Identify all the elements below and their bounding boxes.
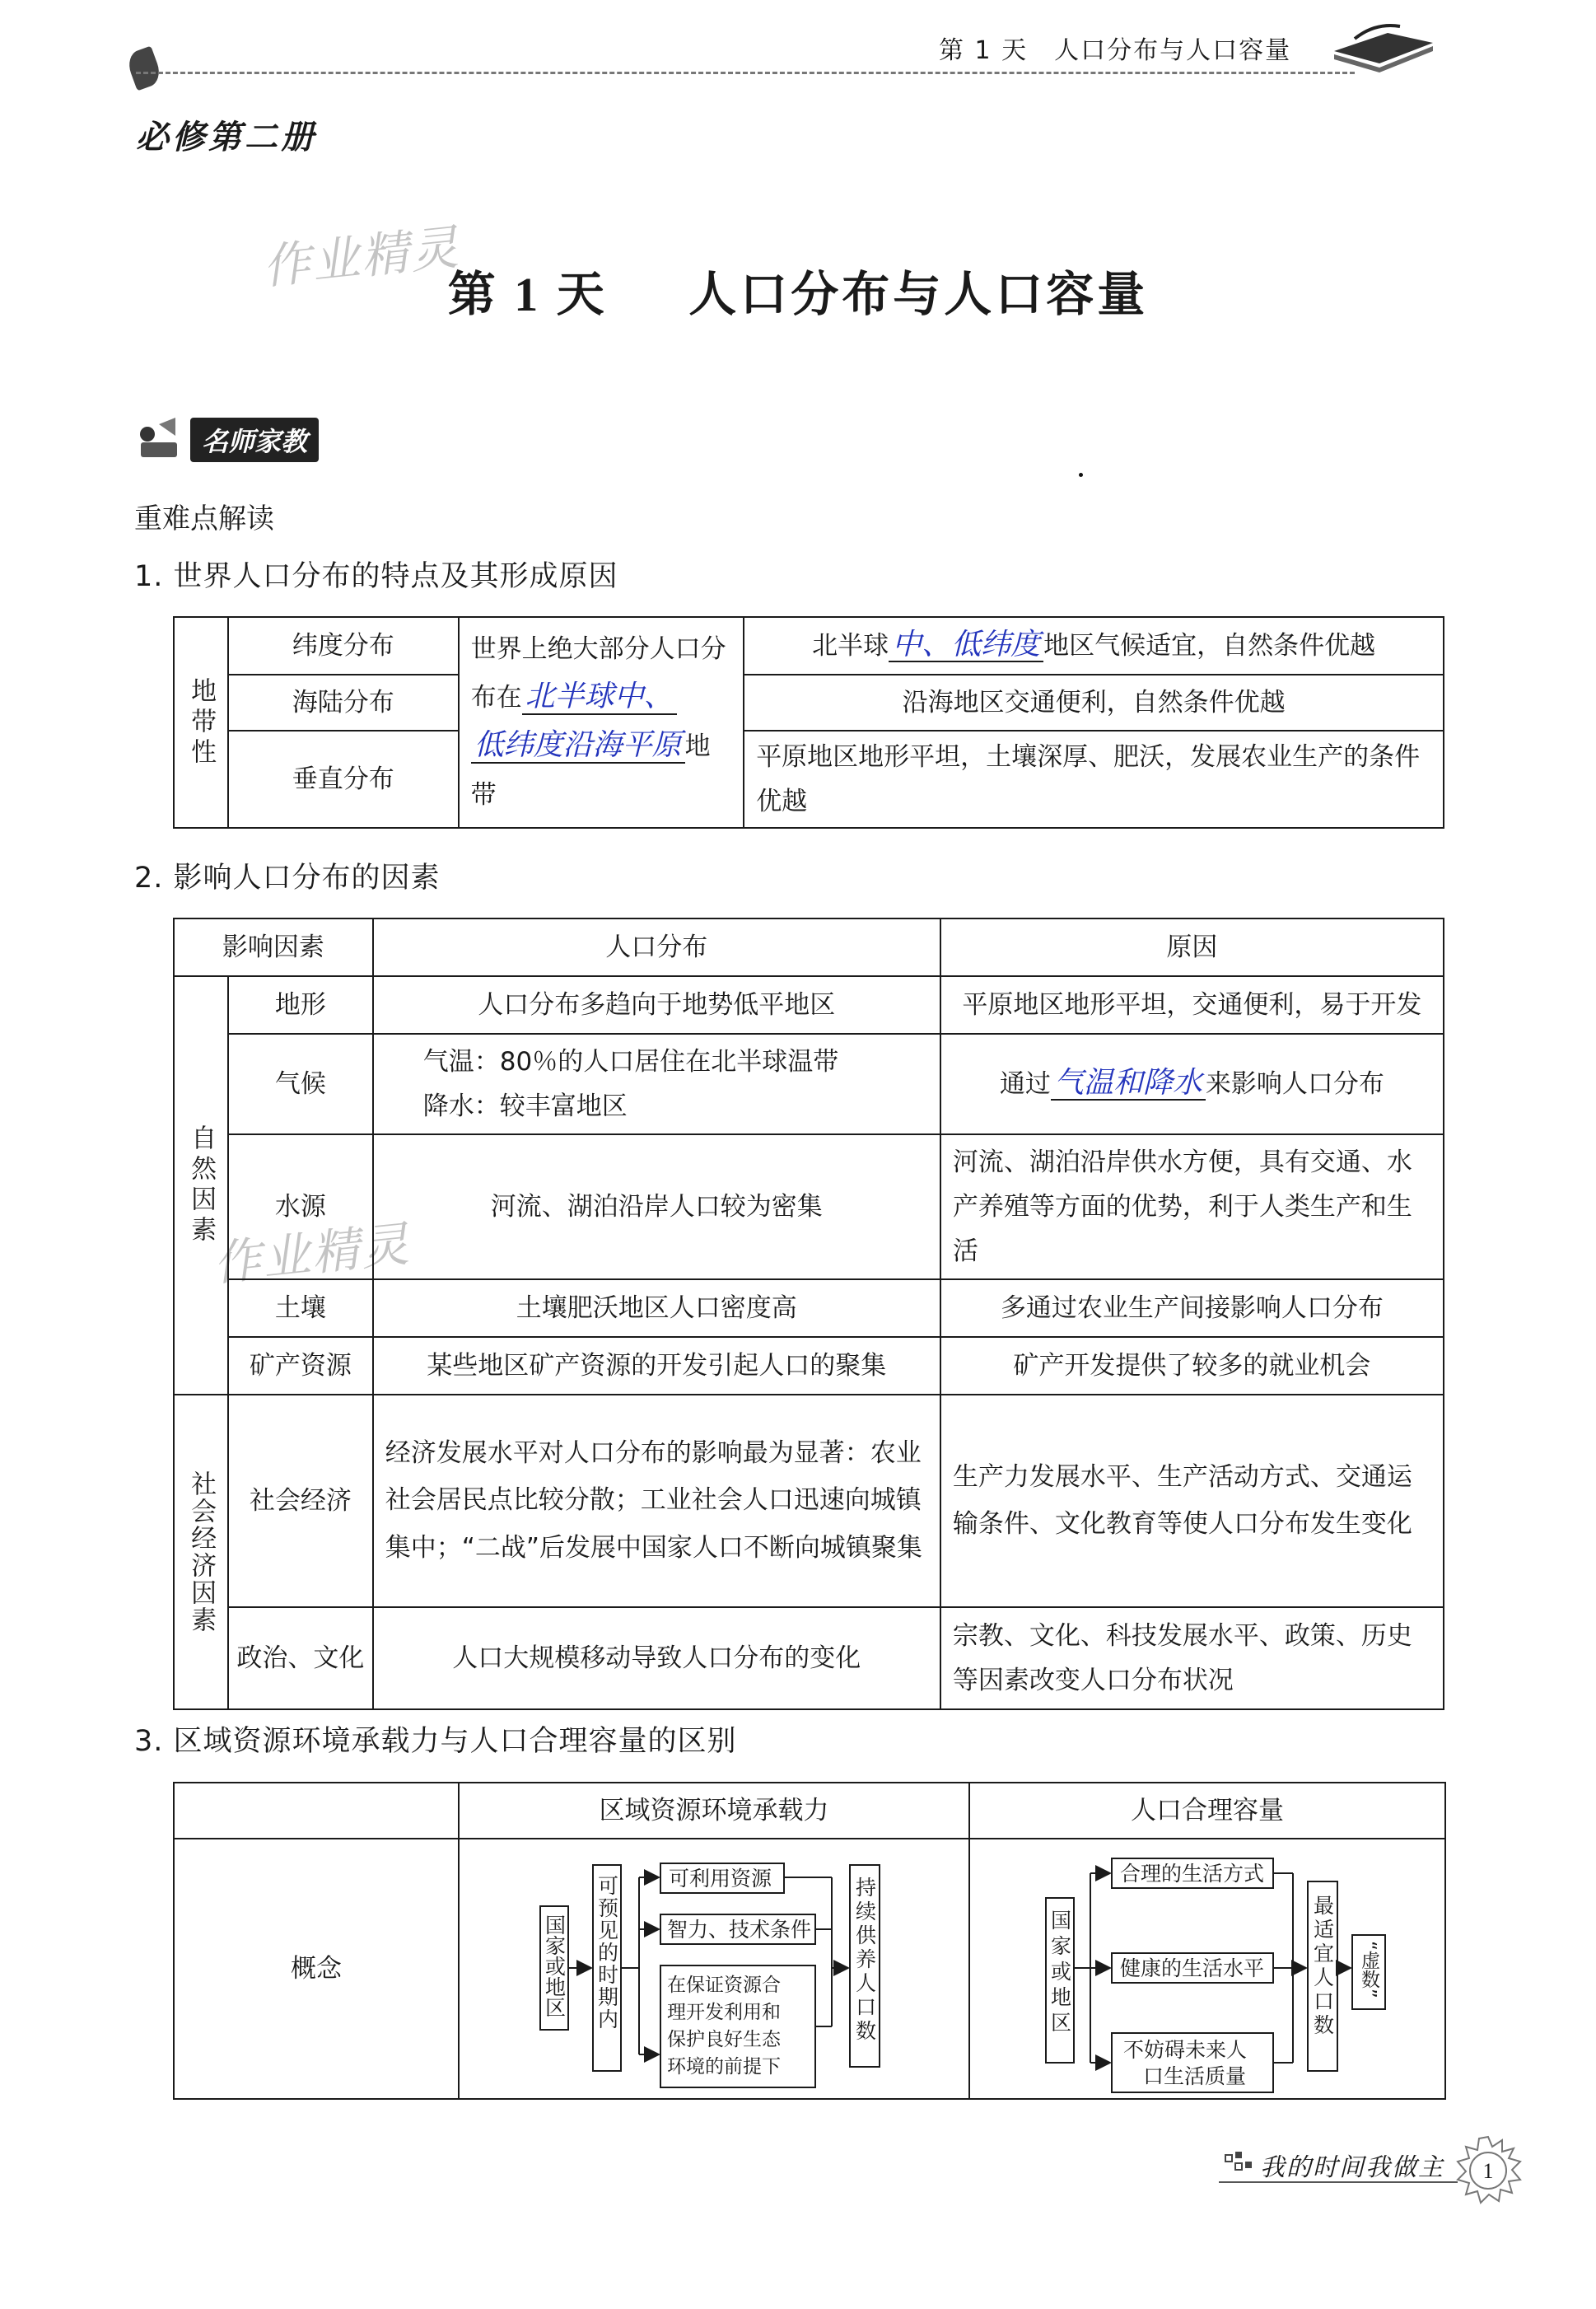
distribution-line: 气温：80％的人口居住在北半球温带 [422, 1046, 839, 1077]
reason-cell: 河流、湖泊沿岸供水方便，具有交通、水产养殖等方面的优势，利于人类生产和生活 [940, 1134, 1444, 1279]
answer-handwritten: 北半球中、 [522, 680, 677, 715]
reason-cell: 沿海地区交通便利，自然条件优越 [744, 675, 1444, 731]
diagram-subject: 国家或地区 [1048, 1909, 1072, 2037]
section-3-title: 3. 区域资源环境承载力与人口合理容量的区别 [134, 1725, 737, 1758]
diagram-condition: 在保证资源合 理开发利用和 保护良好生态 环境的前提下 [667, 1975, 782, 2078]
comparison-table [173, 1782, 1446, 2100]
title-topic: 人口分布与人口容量 [688, 266, 1149, 322]
row-label: 垂直分布 [228, 731, 459, 828]
title-day: 第 1 天 [447, 268, 608, 321]
badge-label: 名师家教 [190, 418, 319, 462]
carrying-diagram-cell [459, 1839, 969, 2099]
distribution-line: 降水：较丰富地区 [422, 1091, 628, 1121]
page-title [0, 255, 1596, 325]
diagram-note: “虚数” [1358, 1941, 1379, 1998]
watermark: 作业精灵 [210, 1215, 413, 1292]
distribution-cell: 河流、湖泊沿岸人口较为密集 [373, 1134, 940, 1279]
reason-prefix: 北半球 [812, 630, 889, 661]
volume-label: 必修第二册 [136, 119, 317, 157]
reason-suffix: 地区气候适宜，自然条件优越 [1043, 630, 1376, 661]
group-cell [174, 976, 228, 1395]
factors-table [173, 918, 1444, 1710]
page-number: 1 [1482, 2159, 1494, 2183]
section-2-title: 2. 影响人口分布的因素 [134, 862, 441, 895]
footer-squares-icon [1224, 2152, 1255, 2175]
header-cell: 区域资源环境承载力 [459, 1783, 969, 1839]
diagram-result: 最适宜人口数 [1310, 1895, 1335, 2038]
header-chapter: 第 1 天 人口分布与人口容量 [939, 36, 1292, 65]
diagram-condition: 可利用资源 [669, 1867, 772, 1891]
teacher-icon [136, 416, 187, 464]
reason-cell: 生产力发展水平、生产活动方式、交通运输条件、文化教育等使人口分布发生变化 [940, 1395, 1444, 1607]
factor-label: 社会经济 [228, 1395, 373, 1607]
reason-cell: 平原地区地形平坦，土壤深厚、肥沃，发展农业生产的条件优越 [744, 731, 1444, 828]
diagram-condition: 合理的生活方式 [1120, 1862, 1265, 1886]
subhead: 重难点解读 [134, 502, 274, 535]
row-label: 海陆分布 [228, 675, 459, 731]
carrying-diagram [460, 1840, 967, 2097]
header-cell [174, 1783, 459, 1839]
factor-label: 土壤 [228, 1279, 373, 1337]
capacity-diagram [970, 1840, 1443, 2097]
middle-suffix: 地带 [470, 731, 711, 810]
answer-handwritten: 中、低纬度 [889, 629, 1043, 663]
reason-cell [744, 617, 1444, 675]
distribution-cell [373, 1034, 940, 1134]
group-cell [174, 617, 228, 828]
footer-divider [1219, 2181, 1458, 2183]
header-cell: 人口合理容量 [969, 1783, 1445, 1839]
diagram-subject: 国家或地区 [542, 1914, 567, 2017]
reason-cell: 多通过农业生产间接影响人口分布 [940, 1279, 1444, 1337]
reason-cell: 宗教、文化、科技发展水平、政策、历史等因素改变人口分布状况 [940, 1607, 1444, 1709]
header-cell: 人口分布 [373, 918, 940, 976]
factor-label: 气候 [228, 1034, 373, 1134]
reason-cell [940, 1034, 1444, 1134]
reason-cell: 平原地区地形平坦，交通便利，易于开发 [940, 976, 1444, 1034]
distribution-cell: 经济发展水平对人口分布的影响最为显著：农业社会居民点比较分散；工业社会人口迅速向城镇集中；“二战”后发展中国家人口不断向城镇聚集 [373, 1395, 940, 1607]
diagram-result: 持续供养人口数 [852, 1877, 877, 2044]
group-label: 社会经济因素 [186, 1470, 217, 1634]
teacher-badge [136, 416, 319, 464]
group-label: 地带性 [186, 676, 217, 769]
answer-handwritten: 气温和降水 [1051, 1067, 1206, 1101]
row-label: 纬度分布 [228, 617, 459, 675]
stray-dot [1079, 473, 1083, 477]
header-divider [136, 72, 1355, 74]
row-label: 概念 [174, 1839, 459, 2099]
watermark: 作业精灵 [259, 218, 463, 296]
answer-handwritten: 低纬度沿海平原 [471, 729, 685, 764]
reason-prefix: 通过 [999, 1068, 1051, 1099]
page-number-sun-icon [1451, 2134, 1525, 2208]
factor-label: 矿产资源 [228, 1337, 373, 1395]
section-1-title: 1. 世界人口分布的特点及其形成原因 [134, 560, 618, 593]
distribution-cell: 某些地区矿产资源的开发引起人口的聚集 [373, 1337, 940, 1395]
distribution-table [173, 616, 1444, 829]
group-label: 自然因素 [186, 1124, 217, 1246]
diagram-condition: 智力、技术条件 [667, 1918, 812, 1942]
factor-label: 地形 [228, 976, 373, 1034]
middle-cell [459, 617, 744, 828]
footer-slogan: 我的时间我做主 [1260, 2153, 1444, 2182]
distribution-cell: 人口大规模移动导致人口分布的变化 [373, 1607, 940, 1709]
factor-label: 政治、文化 [228, 1607, 373, 1709]
distribution-cell: 土壤肥沃地区人口密度高 [373, 1279, 940, 1337]
reason-cell: 矿产开发提供了较多的就业机会 [940, 1337, 1444, 1395]
distribution-cell: 人口分布多趋向于地势低平地区 [373, 976, 940, 1034]
diagram-period: 可预见的时期内 [595, 1875, 619, 2031]
leaf-icon [124, 46, 164, 91]
middle-prefix: 世界上绝大部分人口分布在 [470, 634, 726, 713]
header-cell: 原因 [940, 918, 1444, 976]
diagram-condition: 健康的生活水平 [1120, 1956, 1265, 1980]
factor-label: 水源 [228, 1134, 373, 1279]
capacity-diagram-cell [969, 1839, 1445, 2099]
header-cell: 影响因素 [174, 918, 373, 976]
group-cell [174, 1395, 228, 1709]
diagram-condition: 不妨碍未来人 口生活质量 [1123, 2038, 1248, 2088]
book-icon [1330, 18, 1437, 76]
reason-suffix: 来影响人口分布 [1205, 1068, 1384, 1099]
